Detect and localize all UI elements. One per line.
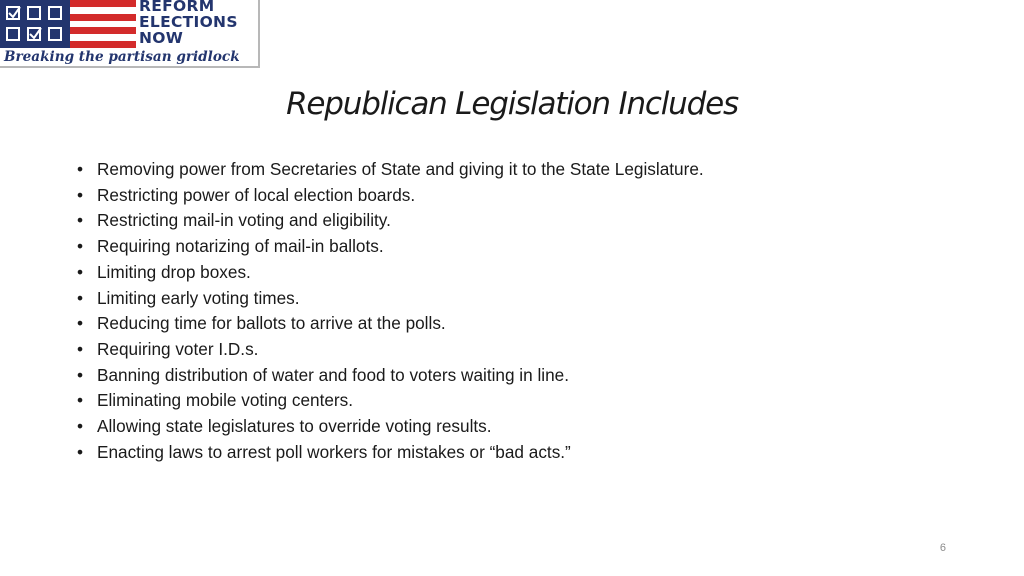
logo-tagline: Breaking the partisan gridlock bbox=[4, 49, 240, 65]
bullet-item bbox=[75, 363, 955, 389]
bullet-item bbox=[75, 260, 955, 286]
bullet-text: Reducing time for ballots to arrive at the polls. bbox=[97, 313, 446, 334]
bullet-item bbox=[75, 208, 955, 234]
reform-elections-now-logo bbox=[0, 0, 260, 68]
bullet-dot: • bbox=[77, 261, 84, 282]
bullet-item bbox=[75, 234, 955, 260]
logo-line: NOW bbox=[139, 29, 184, 47]
bullet-item bbox=[75, 157, 955, 183]
bullet-dot: • bbox=[77, 416, 84, 437]
bullet-text: Restricting power of local election boards. bbox=[97, 184, 416, 205]
bullet-text: Limiting drop boxes. bbox=[97, 261, 251, 282]
bullet-list bbox=[75, 157, 955, 465]
bullet-dot: • bbox=[77, 159, 84, 179]
logo-wordmark bbox=[139, 0, 238, 46]
bullet-dot: • bbox=[77, 210, 84, 231]
bullet-item bbox=[75, 388, 955, 414]
checked-box-icon bbox=[6, 6, 20, 20]
bullet-item bbox=[75, 337, 955, 363]
bullet-dot: • bbox=[77, 338, 84, 359]
bullet-dot: • bbox=[77, 364, 84, 385]
bullet-text: Banning distribution of water and food to voters waiting in line. bbox=[97, 364, 569, 385]
bullet-dot: • bbox=[77, 313, 84, 334]
empty-box-icon bbox=[48, 27, 62, 41]
flag-stripes bbox=[70, 0, 136, 48]
bullet-item bbox=[75, 440, 955, 466]
empty-box-icon bbox=[48, 6, 62, 20]
bullet-dot: • bbox=[77, 390, 84, 411]
bullet-item bbox=[75, 414, 955, 440]
logo-line: REFORM bbox=[139, 0, 215, 15]
bullet-text: Eliminating mobile voting centers. bbox=[97, 390, 354, 411]
page-number: 6 bbox=[939, 542, 946, 554]
bullet-dot: • bbox=[77, 236, 84, 257]
bullet-dot: • bbox=[77, 287, 84, 308]
bullet-text: Enacting laws to arrest poll workers for mistakes or “bad acts.” bbox=[97, 441, 571, 462]
bullet-dot: • bbox=[77, 441, 84, 462]
empty-box-icon bbox=[27, 6, 41, 20]
bullet-text: Limiting early voting times. bbox=[97, 287, 300, 308]
slide-title: Republican Legislation Includes bbox=[286, 86, 738, 122]
empty-box-icon bbox=[6, 27, 20, 41]
logo-line: ELECTIONS bbox=[139, 13, 238, 31]
bullet-item bbox=[75, 286, 955, 312]
bullet-item bbox=[75, 183, 955, 209]
checked-box-icon bbox=[27, 27, 41, 41]
flag-graphic bbox=[0, 0, 136, 48]
bullet-text: Restricting mail-in voting and eligibility. bbox=[97, 210, 391, 231]
bullet-text: Removing power from Secretaries of State and giving it to the State Legislature. bbox=[97, 159, 704, 179]
flag-canton bbox=[0, 0, 70, 48]
bullet-text: Allowing state legislatures to override voting results. bbox=[97, 416, 492, 437]
bullet-text: Requiring notarizing of mail-in ballots. bbox=[97, 236, 384, 257]
bullet-dot: • bbox=[77, 184, 84, 205]
bullet-item bbox=[75, 311, 955, 337]
bullet-text: Requiring voter I.D.s. bbox=[97, 338, 259, 359]
